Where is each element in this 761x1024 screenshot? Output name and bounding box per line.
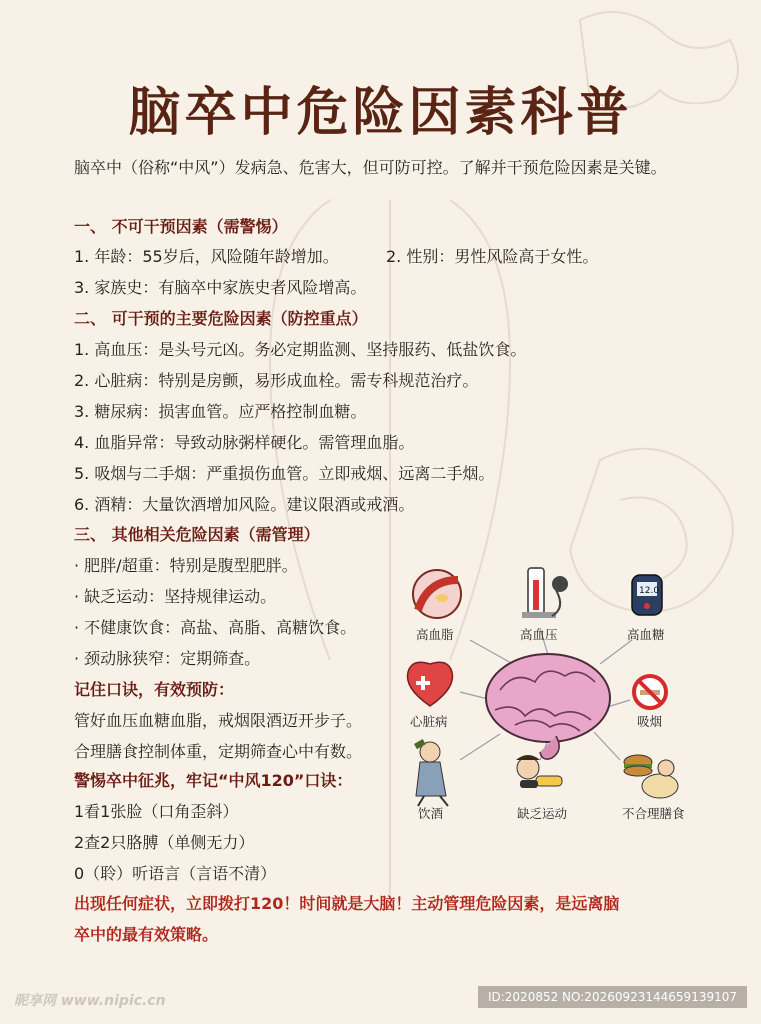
section3-heading: 三、 其他相关危险因素（需管理） [74, 525, 320, 544]
fast-item: 0（聆）听语言（言语不清） [74, 864, 277, 883]
label-exercise: 缺乏运动 [517, 806, 568, 821]
section2-item: 1. 高血压：是头号元凶。务必定期监测、坚持服药、低盐饮食。 [74, 340, 527, 359]
label-hyperglycemia: 高血糖 [627, 627, 665, 642]
section2-item: 3. 糖尿病：损害血管。应严格控制血糖。 [74, 402, 367, 421]
section1-gender: 2. 性别：男性风险高于女性。 [386, 247, 599, 266]
page-title: 脑卒中危险因素科普 [128, 82, 633, 143]
mnemonic-line: 合理膳食控制体重，定期筛查心中有数。 [74, 742, 363, 761]
glucose-reading: 12.0 [639, 586, 660, 596]
blood-pressure-meter-icon [522, 568, 568, 618]
heart-icon [407, 662, 452, 706]
section3-item: · 不健康饮食：高盐、高脂、高糖饮食。 [74, 618, 357, 637]
inactive-person-icon [516, 755, 562, 788]
no-smoking-icon [634, 676, 666, 708]
section1-age: 1. 年龄：55岁后，风险随年龄增加。 [74, 247, 339, 266]
watermark-right: ID:2020852 NO:20260923144659139107 [478, 986, 747, 1008]
section1-family: 3. 家族史：有脑卒中家族史者风险增高。 [74, 278, 367, 297]
section2-item: 5. 吸烟与二手烟：严重损伤血管。立即戒烟、远离二手烟。 [74, 464, 495, 483]
drinking-person-icon [414, 739, 448, 806]
label-hypertension: 高血压 [520, 627, 558, 642]
section2-item: 4. 血脂异常：导致动脉粥样硬化。需管理血脂。 [74, 433, 415, 452]
closing-line: 卒中的最有效策略。 [74, 925, 219, 944]
intro-text: 脑卒中（俗称“中风”）发病急、危害大，但可防可控。了解并干预危险因素是关键。 [74, 158, 667, 177]
section2-heading: 二、 可干预的主要危险因素（防控重点） [74, 309, 368, 328]
label-diet: 不合理膳食 [622, 806, 685, 821]
section3-item: · 缺乏运动：坚持规律运动。 [74, 587, 277, 606]
junk-food-icon [624, 755, 678, 798]
glucose-meter-icon [632, 575, 662, 615]
mnemonic-line: 管好血压血糖血脂，戒烟限酒迈开步子。 [74, 711, 363, 730]
fast-item: 2查2只胳膊（单侧无力） [74, 833, 255, 852]
fast-heading: 警惕卒中征兆，牢记“中风120”口诀： [74, 771, 353, 790]
artery-icon [413, 570, 461, 618]
section3-item: · 肥胖/超重：特别是腹型肥胖。 [74, 556, 298, 575]
label-smoking: 吸烟 [637, 714, 663, 729]
closing-line: 出现任何症状，立即拨打120！时间就是大脑！主动管理危险因素，是远离脑 [74, 894, 620, 913]
watermark-left: 昵享网 www.nipic.cn [14, 993, 166, 1009]
section3-item: · 颈动脉狭窄：定期筛查。 [74, 649, 261, 668]
label-heart: 心脏病 [410, 714, 448, 729]
section2-item: 6. 酒精：大量饮酒增加风险。建议限酒或戒酒。 [74, 495, 415, 514]
section1-heading: 一、 不可干预因素（需警惕） [74, 217, 288, 236]
brain-icon [486, 654, 610, 759]
section2-item: 2. 心脏病：特别是房颤，易形成血栓。需专科规范治疗。 [74, 371, 479, 390]
mnemonic-heading: 记住口诀，有效预防： [74, 680, 235, 699]
fast-item: 1看1张脸（口角歪斜） [74, 802, 239, 821]
label-drinking: 饮酒 [418, 806, 444, 821]
label-hyperlipidemia: 高血脂 [416, 627, 454, 642]
